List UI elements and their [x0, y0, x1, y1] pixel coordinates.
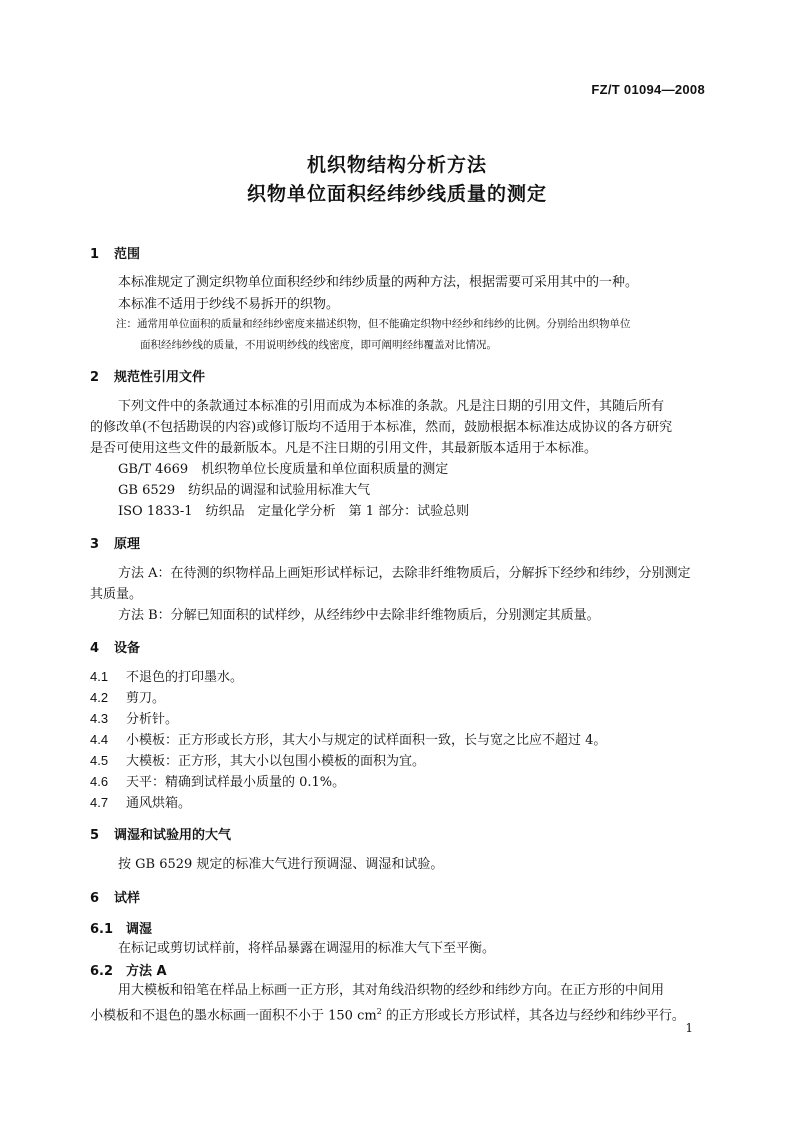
section-number: 3 — [90, 537, 100, 552]
standard-code: FZ/T 01094—2008 — [591, 82, 705, 97]
item-4-4: 4.4 小模板：正方形或长方形，其大小与规定的试样面积一致，长与宽之比应不超过 4。 — [90, 732, 607, 748]
section-1-heading — [90, 243, 140, 262]
section-number: 2 — [90, 370, 100, 385]
section-title: 试样 — [114, 891, 141, 906]
s2-line-2: 的修改单(不包括勘误的内容)或修订版均不适用于本标准，然而，鼓励根据本标准达成协议的各方研究 — [90, 420, 673, 435]
section-title: 范围 — [114, 247, 141, 262]
section-title: 规范性引用文件 — [114, 370, 206, 385]
subsection-6-1-heading: 6.1 调湿 — [90, 922, 153, 937]
item-4-3: 4.3 分析针。 — [90, 711, 179, 727]
section-4-heading — [90, 637, 140, 656]
title-line-1: 机织物结构分析方法 — [306, 154, 487, 176]
section-title: 调湿和试验用的大气 — [114, 828, 232, 843]
item-4-2: 4.2 剪刀。 — [90, 690, 166, 706]
section-5-heading — [90, 824, 231, 843]
s6-2-line-1: 用大模板和铅笔在样品上标画一正方形，其对角线沿织物的经纱和纬纱方向。在正方形的中间用 — [118, 983, 665, 998]
s3-line-2: 其质量。 — [90, 587, 143, 602]
s6-2-line-2: 小模板和不退色的墨水标画一面积不小于 150 $cm^2$ 的正方形或长方形试样，其各边与经纱和纬纱平行。 — [90, 1007, 685, 1024]
section-title: 原理 — [114, 537, 141, 552]
s2-line-3: 是否可使用这些文件的最新版本。凡是不注日期的引用文件，其最新版本适用于本标准。 — [90, 441, 598, 456]
ref-gb-t-4669: GB/T 4669 机织物单位长度质量和单位面积质量的测定 — [118, 462, 449, 477]
s3-line-1: 方法 A：在待测的织物样品上画矩形试样标记，去除非纤维物质后，分解拆下经纱和纬纱，分别测定 — [118, 566, 691, 581]
s2-line-1: 下列文件中的条款通过本标准的引用而成为本标准的条款。凡是注日期的引用文件，其随后所有 — [118, 399, 665, 414]
s1-note — [116, 314, 708, 356]
page-number: 1 — [685, 1021, 693, 1035]
section-number: 6 — [90, 891, 100, 906]
section-6-heading — [90, 887, 140, 906]
item-4-6: 4.6 天平：精确到试样最小质量的 0.1%。 — [90, 774, 346, 790]
note-line-1: 注：通常用单位面积的质量和经纬纱密度来描述织物，但不能确定织物中经纱和纬纱的比例。分别给出织物单位 — [116, 318, 631, 330]
superscript-2: 2 — [376, 1007, 382, 1016]
item-4-1: 4.1 不退色的打印墨水。 — [90, 669, 244, 685]
s5-line-1: 按 GB 6529 规定的标准大气进行预调湿、调湿和试验。 — [118, 857, 444, 872]
item-4-5: 4.5 大模板：正方形，其大小以包围小模板的面积为宜。 — [90, 753, 426, 769]
s3-line-3: 方法 B：分解已知面积的试样纱，从经纬纱中去除非纤维物质后，分别测定其质量。 — [118, 608, 600, 623]
item-4-7: 4.7 通风烘箱。 — [90, 795, 192, 811]
title-line-2: 织物单位面积经纬纱线质量的测定 — [246, 183, 547, 205]
section-number: 4 — [90, 641, 100, 656]
section-3-heading — [90, 533, 140, 552]
ref-iso-1833-1: ISO 1833-1 纺织品 定量化学分析 第 1 部分：试验总则 — [118, 504, 470, 519]
s1-paragraph-1: 本标准规定了测定织物单位面积经纱和纬纱质量的两种方法，根据需要可采用其中的一种。 — [118, 275, 639, 290]
note-line-2: 面积经纬纱线的质量，不用说明纱线的线密度，即可阐明经纬覆盖对比情况。 — [140, 339, 497, 351]
section-title: 设备 — [114, 641, 141, 656]
section-number: 1 — [90, 247, 100, 262]
ref-gb-6529: GB 6529 纺织品的调湿和试验用标准大气 — [118, 483, 371, 498]
s6-1-line-1: 在标记或剪切试样前，将样品暴露在调湿用的标准大气下至平衡。 — [118, 941, 496, 956]
section-number: 5 — [90, 828, 100, 843]
section-2-heading — [90, 366, 205, 385]
s1-paragraph-2: 本标准不适用于纱线不易拆开的织物。 — [118, 297, 340, 312]
subsection-6-2-heading: 6.2 方法 A — [90, 964, 167, 979]
